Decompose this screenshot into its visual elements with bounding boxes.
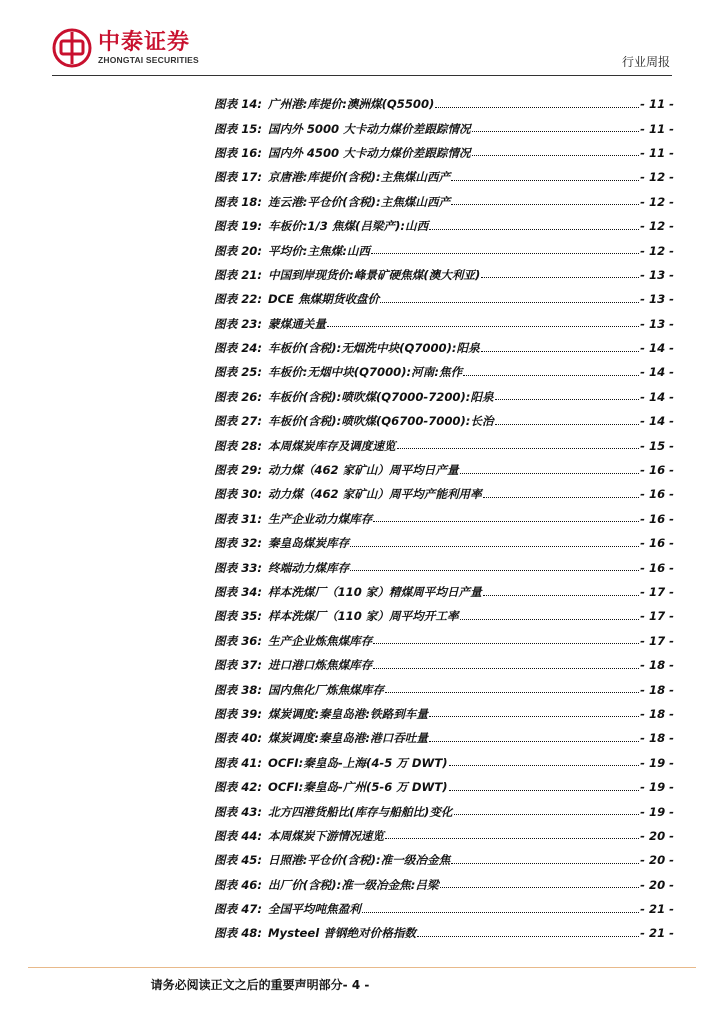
- toc-entry-title: 本周煤炭库存及调度速览: [268, 438, 396, 453]
- toc-entry-label: 图表 21:: [214, 267, 262, 282]
- toc-entry-label: 图表 19:: [214, 219, 262, 234]
- toc-entry-label: 图表 44:: [214, 828, 262, 843]
- toc-entry-page: - 16 -: [640, 536, 674, 551]
- toc-entry-title: 秦皇岛煤炭库存: [268, 536, 350, 551]
- toc-entry-title: 车板价(含税):无烟洗中块(Q7000):阳泉: [268, 341, 480, 356]
- toc-entry-title: 车板价:无烟中块(Q7000):河南:焦作: [268, 365, 463, 380]
- toc-entry-label: 图表 23:: [214, 316, 262, 331]
- toc-leader-dots: [397, 438, 640, 449]
- toc-entry[interactable]: [214, 165, 674, 189]
- toc-entry-page: - 21 -: [640, 902, 674, 917]
- toc-entry[interactable]: [214, 507, 674, 531]
- toc-leader-dots: [429, 219, 639, 230]
- toc-entry[interactable]: [214, 458, 674, 482]
- toc-leader-dots: [385, 828, 639, 839]
- toc-leader-dots: [350, 560, 639, 571]
- toc-entry[interactable]: [214, 263, 674, 287]
- toc-leader-dots: [373, 511, 639, 522]
- toc-leader-dots: [385, 682, 639, 693]
- toc-entry-label: 图表 47:: [214, 902, 262, 917]
- toc-entry-page: - 12 -: [640, 170, 674, 185]
- toc-entry-title: 连云港:平仓价(含税):主焦煤山西产: [268, 194, 451, 209]
- toc-entry-label: 图表 15:: [214, 121, 262, 136]
- toc-entry-page: - 13 -: [640, 316, 674, 331]
- toc-entry-page: - 19 -: [640, 755, 674, 770]
- toc-entry-title: 本周煤炭下游情况速览: [268, 828, 384, 843]
- toc-entry-label: 图表 22:: [214, 292, 262, 307]
- toc-entry-page: - 18 -: [640, 658, 674, 673]
- toc-entry-title: 煤炭调度:秦皇岛港:港口吞吐量: [268, 731, 428, 746]
- toc-entry-label: 图表 48:: [214, 926, 262, 941]
- toc-entry-title: 广州港:库提价:澳洲煤(Q5500): [268, 97, 435, 112]
- toc-entry-title: 样本洗煤厂（110 家）精煤周平均日产量: [268, 585, 482, 599]
- toc-entry-page: - 18 -: [640, 706, 674, 721]
- toc-entry-page: - 14 -: [640, 414, 674, 429]
- toc-entry-label: 图表 35:: [214, 609, 262, 624]
- toc-leader-dots: [483, 585, 639, 596]
- toc-leader-dots: [454, 804, 640, 815]
- toc-entry-page: - 11 -: [640, 121, 674, 136]
- logo-chinese-name: 中泰证券: [98, 30, 191, 55]
- toc-entry-page: - 15 -: [640, 438, 674, 453]
- toc-entry[interactable]: [214, 312, 674, 336]
- toc-entry-label: 图表 18:: [214, 194, 262, 209]
- toc-entry-page: - 17 -: [640, 585, 674, 599]
- toc-entry[interactable]: [214, 824, 674, 848]
- toc-entry-title: 蒙煤通关量: [268, 316, 326, 331]
- toc-entry[interactable]: [214, 921, 674, 945]
- toc-entry-page: - 17 -: [640, 609, 674, 624]
- toc-leader-dots: [371, 243, 639, 254]
- toc-entry-title: 日照港:平仓价(含税):准一级冶金焦: [268, 853, 451, 868]
- toc-entry-label: 图表 26:: [214, 389, 262, 404]
- toc-leader-dots: [451, 853, 639, 864]
- footer-divider: [28, 967, 696, 968]
- toc-entry-label: 图表 17:: [214, 170, 262, 185]
- toc-leader-dots: [449, 780, 640, 791]
- toc-entry-label: 图表 32:: [214, 536, 262, 551]
- toc-entry[interactable]: [214, 604, 674, 628]
- toc-entry[interactable]: [214, 409, 674, 433]
- footer-disclaimer: 请务必阅读正文之后的重要声明部分: [150, 978, 343, 992]
- toc-entry-label: 图表 28:: [214, 438, 262, 453]
- toc-entry[interactable]: [214, 336, 674, 360]
- toc-entry-title: 煤炭调度:秦皇岛港:铁路到车量: [268, 706, 428, 721]
- toc-entry[interactable]: [214, 360, 674, 384]
- toc-entry-label: 图表 39:: [214, 706, 262, 721]
- toc-entry[interactable]: [214, 629, 674, 653]
- toc-entry-title: Mysteel 普钢绝对价格指数: [268, 926, 417, 941]
- toc-leader-dots: [451, 170, 639, 181]
- toc-entry[interactable]: [214, 555, 674, 579]
- toc-entry-page: - 17 -: [640, 633, 674, 648]
- toc-entry[interactable]: [214, 92, 674, 116]
- toc-leader-dots: [460, 609, 640, 620]
- toc-leader-dots: [350, 536, 639, 547]
- toc-leader-dots: [429, 706, 639, 717]
- toc-entry-title: 车板价:1/3 焦煤(吕梁产):山西: [268, 219, 429, 234]
- toc-leader-dots: [481, 267, 639, 278]
- toc-entry-title: 样本洗煤厂（110 家）周平均开工率: [268, 609, 459, 624]
- toc-entry-page: - 14 -: [640, 365, 674, 380]
- toc-entry[interactable]: [214, 287, 674, 311]
- toc-leader-dots: [417, 926, 639, 937]
- toc-leader-dots: [463, 365, 639, 376]
- toc-entry-title: 车板价(含税):喷吹煤(Q7000-7200):阳泉: [268, 389, 494, 404]
- toc-entry-page: - 16 -: [640, 511, 674, 526]
- toc-entry-title: 国内外 5000 大卡动力煤价差跟踪情况: [268, 121, 471, 136]
- toc-entry-page: - 12 -: [640, 243, 674, 258]
- toc-entry-page: - 12 -: [640, 219, 674, 234]
- toc-entry-title: 出厂价(含税):准一级冶金焦:吕梁: [268, 877, 439, 892]
- toc-entry[interactable]: [214, 141, 674, 165]
- toc-entry-page: - 13 -: [640, 267, 674, 282]
- table-of-figures: [214, 92, 674, 946]
- toc-entry[interactable]: [214, 897, 674, 921]
- toc-entry-label: 图表 20:: [214, 243, 262, 258]
- toc-leader-dots: [440, 877, 640, 888]
- toc-leader-dots: [373, 658, 639, 669]
- toc-leader-dots: [472, 145, 640, 156]
- toc-entry-label: 图表 27:: [214, 414, 262, 429]
- toc-entry[interactable]: [214, 873, 674, 897]
- toc-leader-dots: [435, 97, 639, 108]
- toc-entry-label: 图表 45:: [214, 853, 262, 868]
- toc-entry-page: - 20 -: [640, 877, 674, 892]
- toc-entry-page: - 16 -: [640, 487, 674, 502]
- toc-entry-page: - 19 -: [640, 804, 674, 819]
- toc-entry[interactable]: [214, 580, 674, 604]
- toc-leader-dots: [460, 463, 640, 474]
- toc-entry-label: 图表 33:: [214, 560, 262, 575]
- toc-entry[interactable]: [214, 433, 674, 457]
- company-logo: [52, 28, 199, 68]
- toc-leader-dots: [483, 487, 639, 498]
- toc-entry-page: - 20 -: [640, 828, 674, 843]
- toc-entry[interactable]: [214, 848, 674, 872]
- toc-entry-label: 图表 36:: [214, 633, 262, 648]
- toc-entry-page: - 16 -: [640, 560, 674, 575]
- toc-entry-label: 图表 41:: [214, 755, 262, 770]
- toc-entry-page: - 18 -: [640, 682, 674, 697]
- toc-entry[interactable]: [214, 677, 674, 701]
- toc-leader-dots: [362, 902, 639, 913]
- toc-entry[interactable]: [214, 653, 674, 677]
- toc-entry-title: 京唐港:库提价(含税):主焦煤山西产: [268, 170, 451, 185]
- toc-entry[interactable]: [214, 799, 674, 823]
- toc-entry-label: 图表 25:: [214, 365, 262, 380]
- toc-entry-page: - 14 -: [640, 389, 674, 404]
- toc-entry-page: - 12 -: [640, 194, 674, 209]
- toc-entry-title: 全国平均吨焦盈利: [268, 902, 361, 917]
- toc-entry-title: 生产企业炼焦煤库存: [268, 633, 373, 648]
- toc-entry-page: - 11 -: [640, 145, 674, 160]
- report-type: 行业周报: [621, 55, 670, 69]
- logo-english-name: ZHONGTAI SECURITIES: [98, 55, 199, 65]
- toc-entry-label: 图表 38:: [214, 682, 262, 697]
- toc-entry[interactable]: [214, 385, 674, 409]
- zhongtai-logo-icon: [52, 28, 92, 68]
- toc-entry-title: 国内焦化厂炼焦煤库存: [268, 682, 384, 697]
- toc-entry-title: DCE 焦煤期货收盘价: [268, 292, 380, 307]
- toc-entry[interactable]: [214, 775, 674, 799]
- toc-entry-label: 图表 37:: [214, 658, 262, 673]
- toc-entry-label: 图表 29:: [214, 463, 262, 478]
- toc-entry-title: 生产企业动力煤库存: [268, 511, 373, 526]
- toc-entry-page: - 21 -: [640, 926, 674, 941]
- toc-leader-dots: [481, 341, 639, 352]
- toc-entry[interactable]: [214, 702, 674, 726]
- toc-leader-dots: [373, 633, 639, 644]
- toc-entry-title: 车板价(含税):喷吹煤(Q6700-7000):长治: [268, 414, 494, 429]
- toc-entry-title: 北方四港货船比(库存与船舶比)变化: [268, 804, 453, 819]
- toc-entry-label: 图表 16:: [214, 145, 262, 160]
- footer-page-number: - 4 -: [342, 978, 370, 992]
- toc-entry-page: - 18 -: [640, 731, 674, 746]
- toc-entry-label: 图表 30:: [214, 487, 262, 502]
- toc-entry-label: 图表 14:: [214, 97, 262, 112]
- toc-leader-dots: [380, 292, 639, 303]
- toc-entry-label: 图表 40:: [214, 731, 262, 746]
- toc-entry[interactable]: [214, 116, 674, 140]
- header-divider: [52, 75, 672, 76]
- footer: [0, 976, 520, 993]
- toc-leader-dots: [429, 731, 639, 742]
- toc-entry-label: 图表 42:: [214, 780, 262, 795]
- toc-entry-page: - 20 -: [640, 853, 674, 868]
- toc-entry[interactable]: [214, 531, 674, 555]
- toc-leader-dots: [495, 414, 640, 425]
- toc-entry-title: OCFI:秦皇岛-广州(5-6 万 DWT): [268, 780, 448, 795]
- toc-entry-page: - 13 -: [640, 292, 674, 307]
- toc-leader-dots: [495, 389, 640, 400]
- toc-leader-dots: [449, 755, 640, 766]
- toc-entry[interactable]: [214, 726, 674, 750]
- toc-entry-label: 图表 43:: [214, 804, 262, 819]
- toc-entry-title: OCFI:秦皇岛-上海(4-5 万 DWT): [268, 755, 448, 770]
- toc-entry-title: 中国到岸现货价:峰景矿硬焦煤(澳大利亚): [268, 267, 481, 282]
- toc-entry-title: 国内外 4500 大卡动力煤价差跟踪情况: [268, 145, 471, 160]
- toc-entry-page: - 19 -: [640, 780, 674, 795]
- toc-entry[interactable]: [214, 190, 674, 214]
- toc-entry-label: 图表 31:: [214, 511, 262, 526]
- toc-entry-title: 动力煤（462 家矿山）周平均产能利用率: [268, 487, 482, 502]
- toc-entry-label: 图表 24:: [214, 341, 262, 356]
- toc-entry-title: 动力煤（462 家矿山）周平均日产量: [268, 463, 459, 478]
- toc-entry-page: - 16 -: [640, 463, 674, 478]
- toc-entry-title: 终端动力煤库存: [268, 560, 350, 575]
- toc-entry[interactable]: [214, 751, 674, 775]
- toc-entry-label: 图表 46:: [214, 877, 262, 892]
- toc-leader-dots: [472, 121, 640, 132]
- toc-entry-page: - 14 -: [640, 341, 674, 356]
- toc-entry-label: 图表 34:: [214, 585, 262, 599]
- toc-entry-title: 进口港口炼焦煤库存: [268, 658, 373, 673]
- toc-entry[interactable]: [214, 482, 674, 506]
- toc-leader-dots: [451, 194, 639, 205]
- toc-entry[interactable]: [214, 238, 674, 262]
- toc-leader-dots: [327, 316, 639, 327]
- toc-entry[interactable]: [214, 214, 674, 238]
- toc-entry-page: - 11 -: [640, 97, 674, 112]
- toc-entry-title: 平均价:主焦煤:山西: [268, 243, 371, 258]
